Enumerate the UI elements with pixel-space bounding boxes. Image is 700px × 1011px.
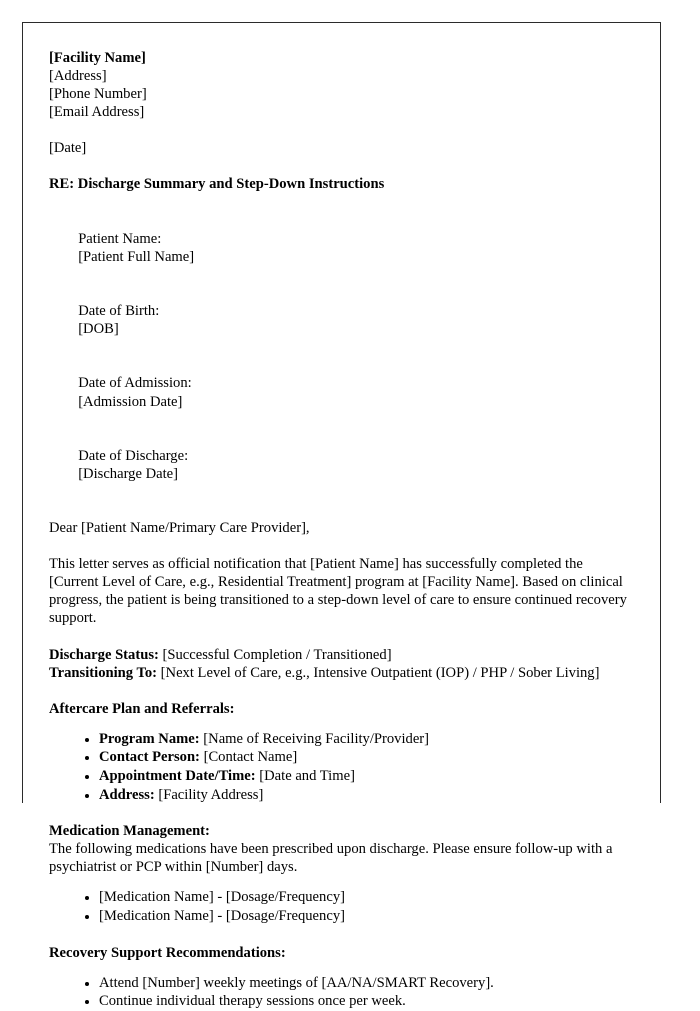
aftercare-item-label: Address: (99, 786, 155, 803)
aftercare-item-value: [Facility Address] (158, 786, 264, 803)
salutation: Dear [Patient Name/Primary Care Provider], (49, 520, 310, 537)
transitioning-to-row (49, 664, 630, 682)
list-item (99, 730, 630, 749)
patient-detail-row (49, 429, 630, 501)
patient-detail-value: [Discharge Date] (78, 465, 178, 482)
list-item (99, 786, 630, 805)
subject-line: RE: Discharge Summary and Step-Down Instructions (49, 176, 385, 193)
list-item: [Medication Name] - [Dosage/Frequency] (99, 907, 630, 926)
list-item: Continue individual therapy sessions once per week. (99, 992, 630, 1011)
spacer (49, 876, 630, 888)
spacer (49, 718, 630, 730)
spacer (49, 157, 630, 175)
intro-paragraph: This letter serves as official notification that [Patient Name] has successfully completed the [Current Level of Care, e.g., Residential Treatment] program at [Facility Name]. Based on clinical progress, the patient is being transitioned to a step-down level of care to ensure continued recovery support. (49, 556, 627, 627)
patient-detail-row (49, 356, 630, 428)
list-item: [Medication Name] - [Dosage/Frequency] (99, 888, 630, 907)
aftercare-item-value: [Date and Time] (259, 768, 355, 784)
list-item (99, 767, 630, 786)
aftercare-item-label: Contact Person: (99, 749, 200, 766)
patient-details (49, 212, 630, 502)
letterhead (49, 49, 630, 121)
aftercare-item-value: [Name of Receiving Facility/Provider] (203, 730, 430, 747)
spacer (49, 962, 630, 974)
spacer (49, 537, 630, 555)
aftercare-list (49, 730, 630, 804)
spacer (49, 121, 630, 139)
letterhead-facility-name: [Facility Name] (49, 50, 146, 66)
spacer (49, 682, 630, 700)
patient-detail-value: [DOB] (78, 321, 119, 338)
aftercare-heading: Aftercare Plan and Referrals: (49, 700, 235, 717)
patient-detail-label: Date of Admission: (78, 375, 192, 392)
patient-detail-row (49, 284, 630, 356)
discharge-status-row (49, 646, 630, 664)
patient-detail-label: Patient Name: (78, 230, 162, 247)
list-item (99, 748, 630, 767)
spacer (49, 628, 630, 646)
patient-detail-label: Date of Birth: (78, 303, 160, 320)
letterhead-address: [Address] (49, 68, 107, 85)
document-body (23, 23, 660, 1011)
patient-detail-value: [Patient Full Name] (78, 248, 195, 265)
transitioning-to-value: [Next Level of Care, e.g., Intensive Outpatient (IOP) / PHP / Sober Living] (160, 664, 600, 681)
spacer (49, 926, 630, 944)
medication-paragraph: The following medications have been prescribed upon discharge. Please ensure follow-up with a psychiatrist or PCP within [Number] days. (49, 841, 613, 876)
discharge-status-block (49, 646, 630, 682)
letter-date: [Date] (49, 140, 87, 157)
medication-heading: Medication Management: (49, 823, 210, 840)
patient-detail-value: [Admission Date] (78, 393, 183, 410)
spacer (49, 194, 630, 212)
spacer (49, 804, 630, 822)
list-item: Attend [Number] weekly meetings of [AA/NA/SMART Recovery]. (99, 974, 630, 993)
document-page (22, 22, 661, 1010)
aftercare-item-value: [Contact Name] (203, 749, 298, 766)
spacer (49, 501, 630, 519)
letterhead-phone: [Phone Number] (49, 86, 147, 103)
patient-detail-row (49, 212, 630, 284)
discharge-status-label: Discharge Status: (49, 646, 159, 663)
patient-detail-label: Date of Discharge: (78, 447, 189, 464)
discharge-status-value: [Successful Completion / Transitioned] (162, 646, 392, 663)
aftercare-item-label: Appointment Date/Time: (99, 768, 256, 784)
medication-list (49, 888, 630, 925)
letterhead-email: [Email Address] (49, 104, 145, 121)
transitioning-to-label: Transitioning To: (49, 664, 158, 681)
recovery-support-list (49, 974, 630, 1011)
aftercare-item-label: Program Name: (99, 730, 200, 747)
recovery-support-heading: Recovery Support Recommendations: (49, 944, 286, 961)
